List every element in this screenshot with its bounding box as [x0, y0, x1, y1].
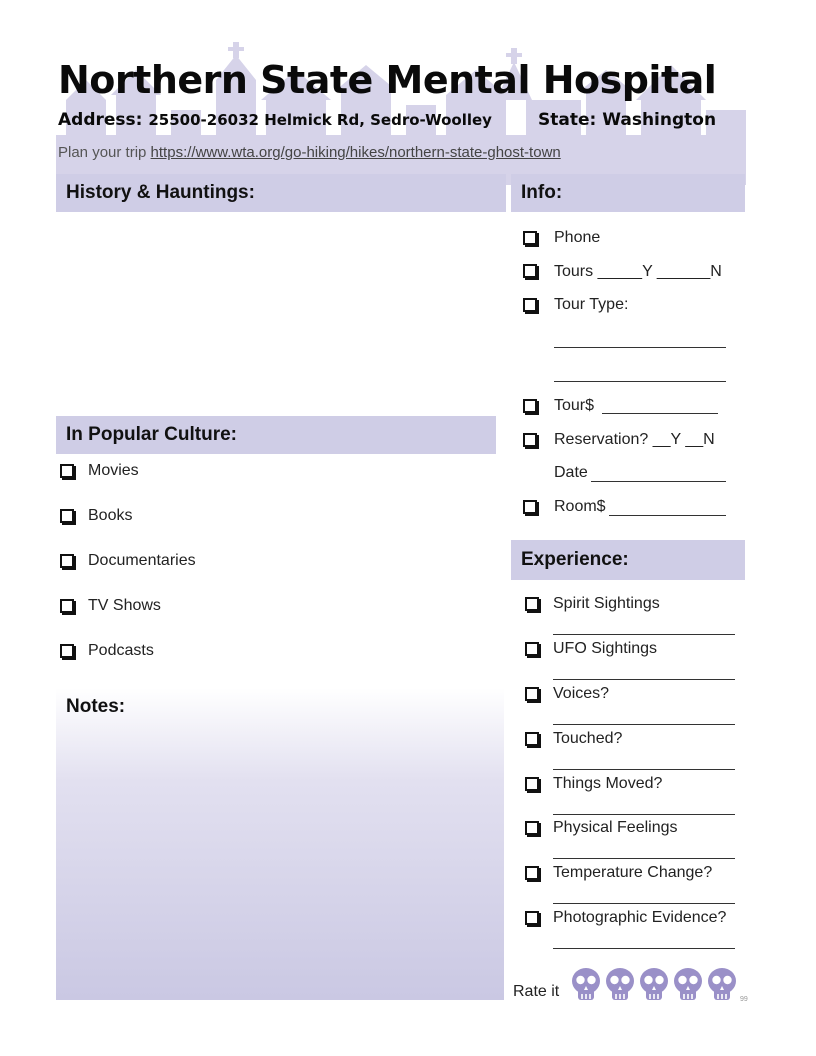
- checkbox-tv-shows[interactable]: [60, 599, 74, 613]
- notes-area[interactable]: [56, 688, 504, 1000]
- skull-icon[interactable]: [606, 968, 634, 1000]
- checkbox-podcasts[interactable]: [60, 644, 74, 658]
- state-value: Washington: [602, 110, 717, 130]
- checkbox-phone[interactable]: [523, 231, 537, 245]
- info-tour-type: Tour Type:: [554, 296, 629, 313]
- info-header: [511, 174, 745, 212]
- tour-price-line[interactable]: [602, 413, 718, 414]
- culture-item: TV Shows: [88, 597, 161, 614]
- experience-item: UFO Sightings: [553, 640, 658, 657]
- checkbox-touched[interactable]: [525, 732, 539, 746]
- checkbox-voices[interactable]: [525, 687, 539, 701]
- culture-header: [56, 416, 496, 454]
- page-number: 99: [740, 996, 748, 1003]
- experience-item: Things Moved?: [553, 775, 663, 792]
- experience-line[interactable]: [553, 948, 735, 949]
- experience-line[interactable]: [553, 769, 735, 770]
- address-label: Address:: [58, 110, 143, 130]
- checkbox-tour-type[interactable]: [523, 298, 537, 312]
- experience-item: Touched?: [553, 730, 623, 747]
- skull-rating[interactable]: [570, 965, 740, 1005]
- address-value: 25500-26032 Helmick Rd, Sedro-Woolley: [148, 111, 492, 129]
- info-title: Info:: [521, 182, 563, 203]
- info-phone: Phone: [554, 229, 601, 246]
- checkbox-movies[interactable]: [60, 464, 74, 478]
- page-title: Northern State Mental Hospital: [58, 58, 717, 102]
- checkbox-physical-feelings[interactable]: [525, 821, 539, 835]
- tour-type-line-2[interactable]: [554, 381, 726, 382]
- experience-item: Physical Feelings: [553, 819, 678, 836]
- experience-line[interactable]: [553, 679, 735, 680]
- culture-item: Documentaries: [88, 552, 196, 569]
- experience-header: [511, 540, 745, 580]
- culture-item: Movies: [88, 462, 139, 479]
- checkbox-things-moved[interactable]: [525, 777, 539, 791]
- experience-line[interactable]: [553, 634, 735, 635]
- experience-item: Voices?: [553, 685, 610, 702]
- tour-type-line-1[interactable]: [554, 347, 726, 348]
- info-tours: Tours _____Y ______N: [554, 263, 722, 280]
- rating-label: Rate it: [513, 983, 560, 1000]
- checkbox-books[interactable]: [60, 509, 74, 523]
- address: [58, 110, 492, 130]
- history-title: History & Hauntings:: [66, 182, 255, 203]
- skull-icon[interactable]: [674, 968, 702, 1000]
- checkbox-ufo-sightings[interactable]: [525, 642, 539, 656]
- info-reservation: Reservation? __Y __N: [554, 431, 715, 448]
- checkbox-spirit-sightings[interactable]: [525, 597, 539, 611]
- checkbox-temperature-change[interactable]: [525, 866, 539, 880]
- checkbox-room-price[interactable]: [523, 500, 537, 514]
- experience-line[interactable]: [553, 858, 735, 859]
- experience-line[interactable]: [553, 903, 735, 904]
- info-tour-price: Tour$: [554, 397, 595, 414]
- plan-label: Plan your trip: [58, 144, 147, 161]
- date-line[interactable]: [591, 481, 726, 482]
- history-header: [56, 174, 506, 212]
- plan-link[interactable]: https://www.wta.org/go-hiking/hikes/northern-state-ghost-town: [150, 144, 561, 161]
- state-label: State:: [538, 110, 597, 130]
- culture-item: Podcasts: [88, 642, 154, 659]
- culture-title: In Popular Culture:: [66, 424, 237, 445]
- checkbox-documentaries[interactable]: [60, 554, 74, 568]
- experience-title: Experience:: [521, 549, 629, 570]
- notes-title: Notes:: [66, 696, 126, 717]
- checkbox-photographic-evidence[interactable]: [525, 911, 539, 925]
- checkbox-reservation[interactable]: [523, 433, 537, 447]
- room-price-line[interactable]: [609, 515, 726, 516]
- culture-item: Books: [88, 507, 133, 524]
- state: [538, 110, 716, 130]
- experience-line[interactable]: [553, 814, 735, 815]
- experience-item: Spirit Sightings: [553, 595, 660, 612]
- experience-item: Photographic Evidence?: [553, 909, 727, 926]
- experience-line[interactable]: [553, 724, 735, 725]
- checkbox-tours[interactable]: [523, 264, 537, 278]
- skull-icon[interactable]: [640, 968, 668, 1000]
- info-date: Date: [554, 464, 588, 481]
- info-room-price: Room$: [554, 498, 606, 515]
- checkbox-tour-price[interactable]: [523, 399, 537, 413]
- plan-trip: [58, 144, 561, 161]
- experience-item: Temperature Change?: [553, 864, 713, 881]
- skull-icon[interactable]: [708, 968, 736, 1000]
- skull-icon[interactable]: [572, 968, 600, 1000]
